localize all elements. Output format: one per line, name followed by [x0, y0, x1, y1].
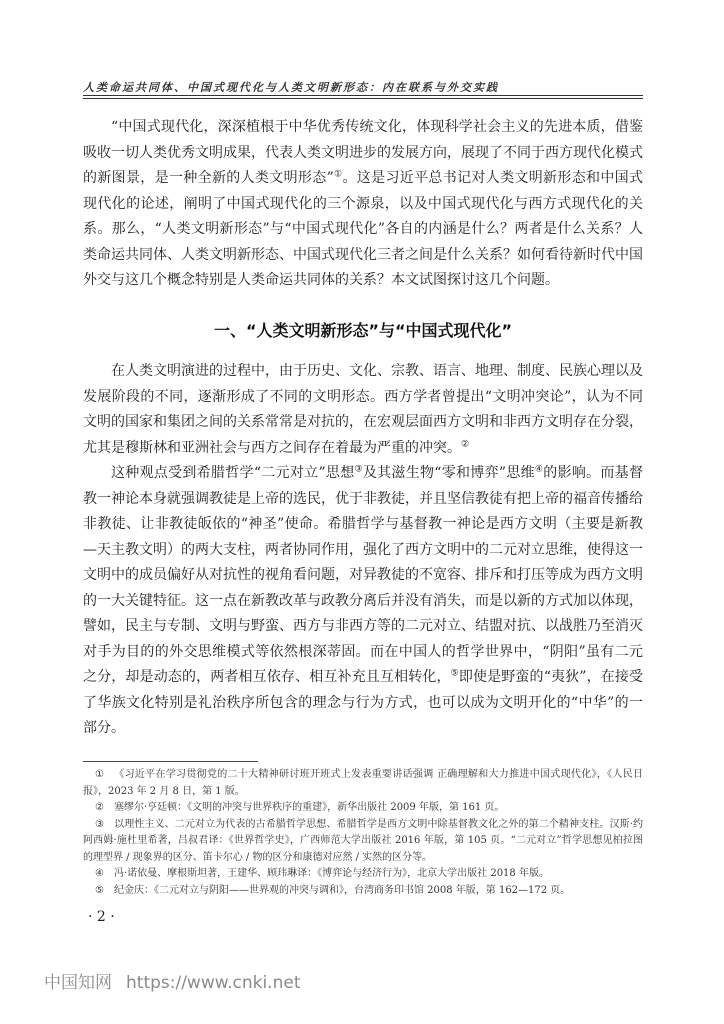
- footnote-mark: ①: [95, 769, 105, 780]
- footnote-mark: ③: [95, 818, 105, 830]
- footnote-item: [83, 866, 643, 883]
- intro-paragraph: [83, 115, 643, 294]
- footnote-text: 纪金庆：《二元对立与阴阳——世界观的冲突与调和》，台湾商务印书馆 2008 年版，第 162—172 页。: [113, 884, 571, 896]
- section-paragraph-2: [83, 461, 643, 742]
- footnote-mark: ②: [95, 802, 104, 813]
- section-heading: 一、“人类文明新形态”与“中国式现代化”: [213, 321, 513, 340]
- para2-text-c: 的影响。而基督教一神论本身就强调教徒是上帝的选民，优于非教徒，并且坚信教徒有把上帝的福音传播给非教徒、让非教徒皈依的“神圣”使命。希腊哲学与基督教一神论是西方文明（主要是新教—天主教文明）的两大支柱，两者协同作用，强化了西方文明中的二元对立思维，使得这一文明中的成员偏好从对抗性的视角看问题，对异教徒的不宽容、排斥和打压等成为西方文明的一大关键特征。这一点在新教改革与政教分离后并没有消失，而是以新的方式加以体现，譬如，民主与专制、文明与野蛮、西方与非西方等的二元对立、结盟对抗、以战胜乃至消灭对手为目的的外交思维模式等依然根深蒂固。而在中国人的哲学世界中，“阴阳”虽有二元之分，却是动态的，两者相互依存、相互补充且互相转化，: [83, 465, 643, 685]
- watermark-url[interactable]: https://www.cnki.net: [126, 973, 301, 993]
- para2-text-a: 这种观点受到希腊哲学“二元对立”思想: [111, 465, 355, 481]
- footnote-text: 《习近平在学习贯彻党的二十大精神研讨班开班式上发表重要讲话强调 正确理解和大力推进中国式现代化》，《人民日报》，2023 年 2 月 8 日，第 1 版。: [83, 769, 643, 797]
- footnote-text: 塞缪尔·亨廷顿：《文明的冲突与世界秩序的重建》，新华出版社 2009 年版，第 161 页。: [113, 802, 505, 813]
- footnote-rule: [83, 761, 258, 762]
- intro-text-b: 。这是习近平总书记对人类文明新形态和中国式现代化的论述，阐明了中国式现代化的三个源泉，以及中国式现代化与西方式现代化的关系。那么，“人类文明新形态”与“中国式现代化”各自的内涵是什么？两者是什么关系？人类命运共同体、人类文明新形态、中国式现代化三者之间是什么关系？如何看待新时代中国外交与这几个概念特别是人类命运共同体的关系？本文试图探讨这几个问题。: [83, 170, 644, 288]
- section-body: [83, 359, 643, 742]
- header-rule-thick: [83, 95, 643, 96]
- para2-text-b: 及其滋生物“零和博弈”思维: [362, 465, 535, 481]
- running-header: 人类命运共同体、中国式现代化与人类文明新形态：内在联系与外交实践: [83, 81, 499, 94]
- footnote-mark: ④: [95, 868, 104, 879]
- intro-block: [83, 115, 643, 294]
- footnote-mark: ⑤: [95, 884, 104, 896]
- intro-text-a: “中国式现代化，深深植根于中华优秀传统文化，体现科学社会主义的先进本质，借鉴吸收一切人类优秀文明成果，代表人类文明进步的发展方向，展现了不同于西方现代化模式的新图景，是一种全新的人类文明形态”: [83, 119, 643, 186]
- footnote-ref-4[interactable]: ④: [534, 464, 544, 475]
- footnote-item: [83, 767, 643, 800]
- footnote-text: 以理性主义、二元对立为代表的古希腊哲学思想、希腊哲学是西方文明中除基督教文化之外的第二个精神支柱。汉斯·约阿西姆·施杜里希著，吕叔君译：《世界哲学史》，广西师范大学出版社 2016 年版，第 105 页。“二元对立”哲学思想见柏拉图的理型界 / 现象界的区分、笛卡尔心 / 物的区分和康德对应然 / 实然的区分等。: [83, 818, 643, 863]
- footnote-ref-2[interactable]: ②: [461, 438, 470, 449]
- footnote-item: [83, 883, 643, 900]
- footnote-ref-3[interactable]: ③: [354, 464, 363, 475]
- footnote-text: 冯·诺依曼、摩根斯坦著，王建华、顾玮琳译：《博弈论与经济行为》，北京大学出版社 2018 年版。: [113, 868, 549, 879]
- watermark-brand: 中国知网: [44, 973, 112, 993]
- header-rule-thin: [83, 98, 643, 99]
- para1-text: 在人类文明演进的过程中，由于历史、文化、宗教、语言、地理、制度、民族心理以及发展阶段的不同，逐渐形成了不同的文明形态。西方学者曾提出“文明冲突论”，认为不同文明的国家和集团之间的关系常常是对抗的，在宏观层面西方文明和非西方文明存在分裂，尤其是穆斯林和亚洲社会与西方之间存在着最为严重的冲突。: [83, 363, 643, 456]
- footnotes: [83, 767, 643, 899]
- footnote-item: [83, 817, 643, 867]
- footnote-ref-5[interactable]: ⑤: [450, 668, 459, 679]
- footnote-ref-1[interactable]: ①: [333, 169, 343, 180]
- page-number: · 2 ·: [88, 909, 115, 925]
- section-paragraph-1: [83, 359, 643, 461]
- para2-text-d: 即使是野蛮的“夷狄”，在接受了华族文化特别是礼治秩序所包含的理念与行为方式，也可以成为文明开化的“中华”的一部分。: [83, 669, 643, 736]
- footnote-item: [83, 800, 643, 817]
- cnki-watermark: [44, 968, 300, 993]
